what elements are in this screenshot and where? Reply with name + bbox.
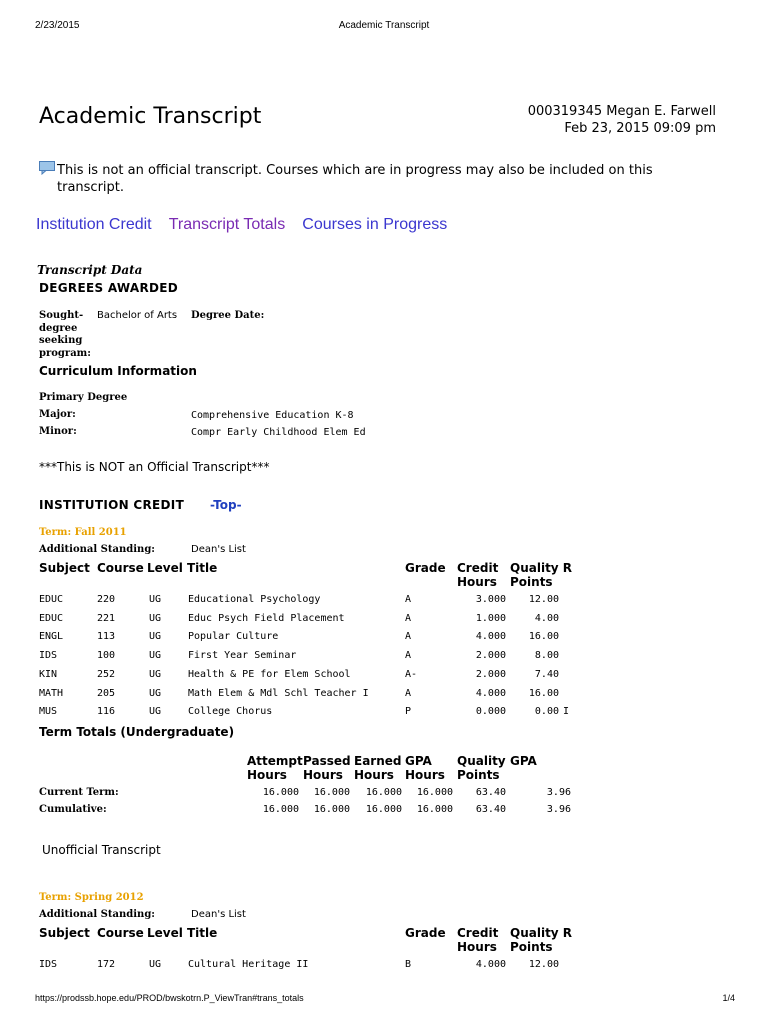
cell-subject: MATH [39,687,64,699]
nav-institution-credit[interactable]: Institution Credit [36,216,152,233]
col-title: Title [187,926,218,940]
nav-transcript-totals[interactable]: Transcript Totals [168,216,286,233]
unofficial-label: Unofficial Transcript [42,843,161,857]
cell-title: Educational Psychology [188,594,321,605]
col-gpa: GPA [510,754,537,768]
cell-quality-points: 8.00 [534,650,559,662]
cell-level: UG [149,706,162,718]
cell-level: UG [149,594,162,605]
cell-course: 220 [97,594,116,605]
cell-grade: A [405,687,412,699]
cell-quality-points: 12.00 [528,594,559,605]
col-credit-hours: Credit Hours [457,561,499,589]
cell-level: UG [149,668,162,680]
page-title: Academic Transcript [39,104,262,129]
cell-quality-points: 7.40 [534,668,559,680]
cell-course: 113 [97,631,116,643]
major-label: Major: [39,409,76,420]
cell-gpa: 3.96 [546,787,571,798]
print-date: 2/23/2015 [35,20,80,31]
cell-quality-points: 16.00 [528,687,559,699]
cell-quality-points: 63.40 [475,804,506,815]
additional-standing-label: Additional Standing: [39,909,155,920]
degree-date-label: Degree Date: [191,310,265,321]
cell-quality-points: 0.00 [534,706,559,718]
col-quality-points: Quality R Points [510,926,573,954]
cell-credit-hours: 4.000 [475,959,506,970]
additional-standing-value: Dean's List [191,544,246,555]
institution-credit-heading: INSTITUTION CREDIT [39,498,185,512]
cell-quality-points: 63.40 [475,787,506,798]
user-datetime: Feb 23, 2015 09:09 pm [564,121,716,136]
cell-level: UG [149,687,162,699]
user-info [528,103,716,137]
print-url: https://prodssb.hope.edu/PROD/bwskotrn.P_ViewTran#trans_totals [35,993,304,1003]
curriculum-heading: Curriculum Information [39,364,197,378]
cell-credit-hours: 2.000 [475,668,506,680]
cell-course: 221 [97,612,116,624]
col-grade: Grade [405,926,446,940]
cell-grade: A [405,612,412,624]
info-icon [39,160,56,179]
col-credit-hours: Credit Hours [457,926,499,954]
cell-r: I [563,706,570,718]
cell-credit-hours: 0.000 [475,706,506,718]
cell-gpa-hours: 16.000 [416,787,453,798]
col-quality-points-total: Quality Points [457,754,506,782]
col-level: Level [147,561,183,575]
cell-attempt-hours: 16.000 [262,787,299,798]
term-name: Term: Fall 2011 [39,527,127,538]
cell-attempt-hours: 16.000 [262,804,299,815]
major-value: Comprehensive Education K-8 [191,410,354,421]
cell-title: Health & PE for Elem School [188,668,351,680]
cell-level: UG [149,612,162,624]
col-passed-hours: Passed Hours [303,754,351,782]
primary-degree-label: Primary Degree [39,392,128,403]
col-gpa-hours: GPA Hours [405,754,445,782]
cell-gpa: 3.96 [546,804,571,815]
cell-course: 116 [97,706,116,718]
notice-text: This is not an official transcript. Courses which are in progress may also be included on this transcript. [57,163,653,195]
cell-level: UG [149,631,162,643]
totals-label: Current Term: [39,787,119,798]
minor-value: Compr Early Childhood Elem Ed [191,427,366,438]
cell-grade: A [405,650,412,662]
sought-degree-value: Bachelor of Arts [97,310,178,321]
cell-earned-hours: 16.000 [365,804,402,815]
transcript-data-heading: Transcript Data [37,263,143,277]
cell-grade: A [405,594,412,605]
cell-title: Educ Psych Field Placement [188,612,345,624]
additional-standing-label: Additional Standing: [39,544,155,555]
nav-links [36,214,459,234]
minor-label: Minor: [39,426,77,437]
cell-subject: IDS [39,650,58,662]
cell-title: Popular Culture [188,631,279,643]
term-totals-heading: Term Totals (Undergraduate) [39,725,235,739]
cell-subject: KIN [39,668,58,680]
cell-credit-hours: 2.000 [475,650,506,662]
cell-subject: EDUC [39,594,64,605]
not-official-notice: ***This is NOT an Official Transcript*** [39,460,270,474]
cell-subject: MUS [39,706,58,718]
cell-grade: A- [405,668,418,680]
cell-course: 252 [97,668,116,680]
cell-course: 205 [97,687,116,699]
col-course: Course [97,926,144,940]
nav-courses-in-progress[interactable]: Courses in Progress [302,216,448,233]
cell-title: First Year Seminar [188,650,297,662]
cell-quality-points: 12.00 [528,959,559,970]
col-subject: Subject [39,561,90,575]
col-title: Title [187,561,218,575]
totals-label: Cumulative: [39,804,107,815]
cell-course: 172 [97,959,116,970]
cell-quality-points: 4.00 [534,612,559,624]
cell-credit-hours: 4.000 [475,687,506,699]
cell-subject: EDUC [39,612,64,624]
sought-degree-label: Sought- degree seeking program: [39,310,91,359]
cell-credit-hours: 3.000 [475,594,506,605]
col-subject: Subject [39,926,90,940]
cell-course: 100 [97,650,116,662]
print-page: 1/4 [722,993,735,1003]
col-quality-points: Quality R Points [510,561,573,589]
cell-title: College Chorus [188,706,273,718]
cell-subject: IDS [39,959,58,970]
user-id-name: 000319345 Megan E. Farwell [527,104,716,119]
cell-quality-points: 16.00 [528,631,559,643]
col-course: Course [97,561,144,575]
degrees-awarded-heading: DEGREES AWARDED [39,281,179,295]
cell-level: UG [149,959,162,970]
col-earned-hours: Earned Hours [354,754,402,782]
cell-grade: P [405,706,412,718]
cell-subject: ENGL [39,631,64,643]
cell-grade: B [405,959,412,970]
additional-standing-value: Dean's List [191,909,246,920]
cell-grade: A [405,631,412,643]
cell-earned-hours: 16.000 [365,787,402,798]
cell-passed-hours: 16.000 [313,787,350,798]
cell-level: UG [149,650,162,662]
top-link[interactable]: -Top- [210,498,242,512]
cell-gpa-hours: 16.000 [416,804,453,815]
cell-title: Cultural Heritage II [188,959,309,970]
print-title: Academic Transcript [338,20,430,31]
cell-title: Math Elem & Mdl Schl Teacher I [188,687,369,699]
col-level: Level [147,926,183,940]
cell-passed-hours: 16.000 [313,804,350,815]
cell-credit-hours: 4.000 [475,631,506,643]
col-attempt-hours: Attempt Hours [247,754,303,782]
col-grade: Grade [405,561,446,575]
cell-credit-hours: 1.000 [475,612,506,624]
term-name: Term: Spring 2012 [39,892,144,903]
